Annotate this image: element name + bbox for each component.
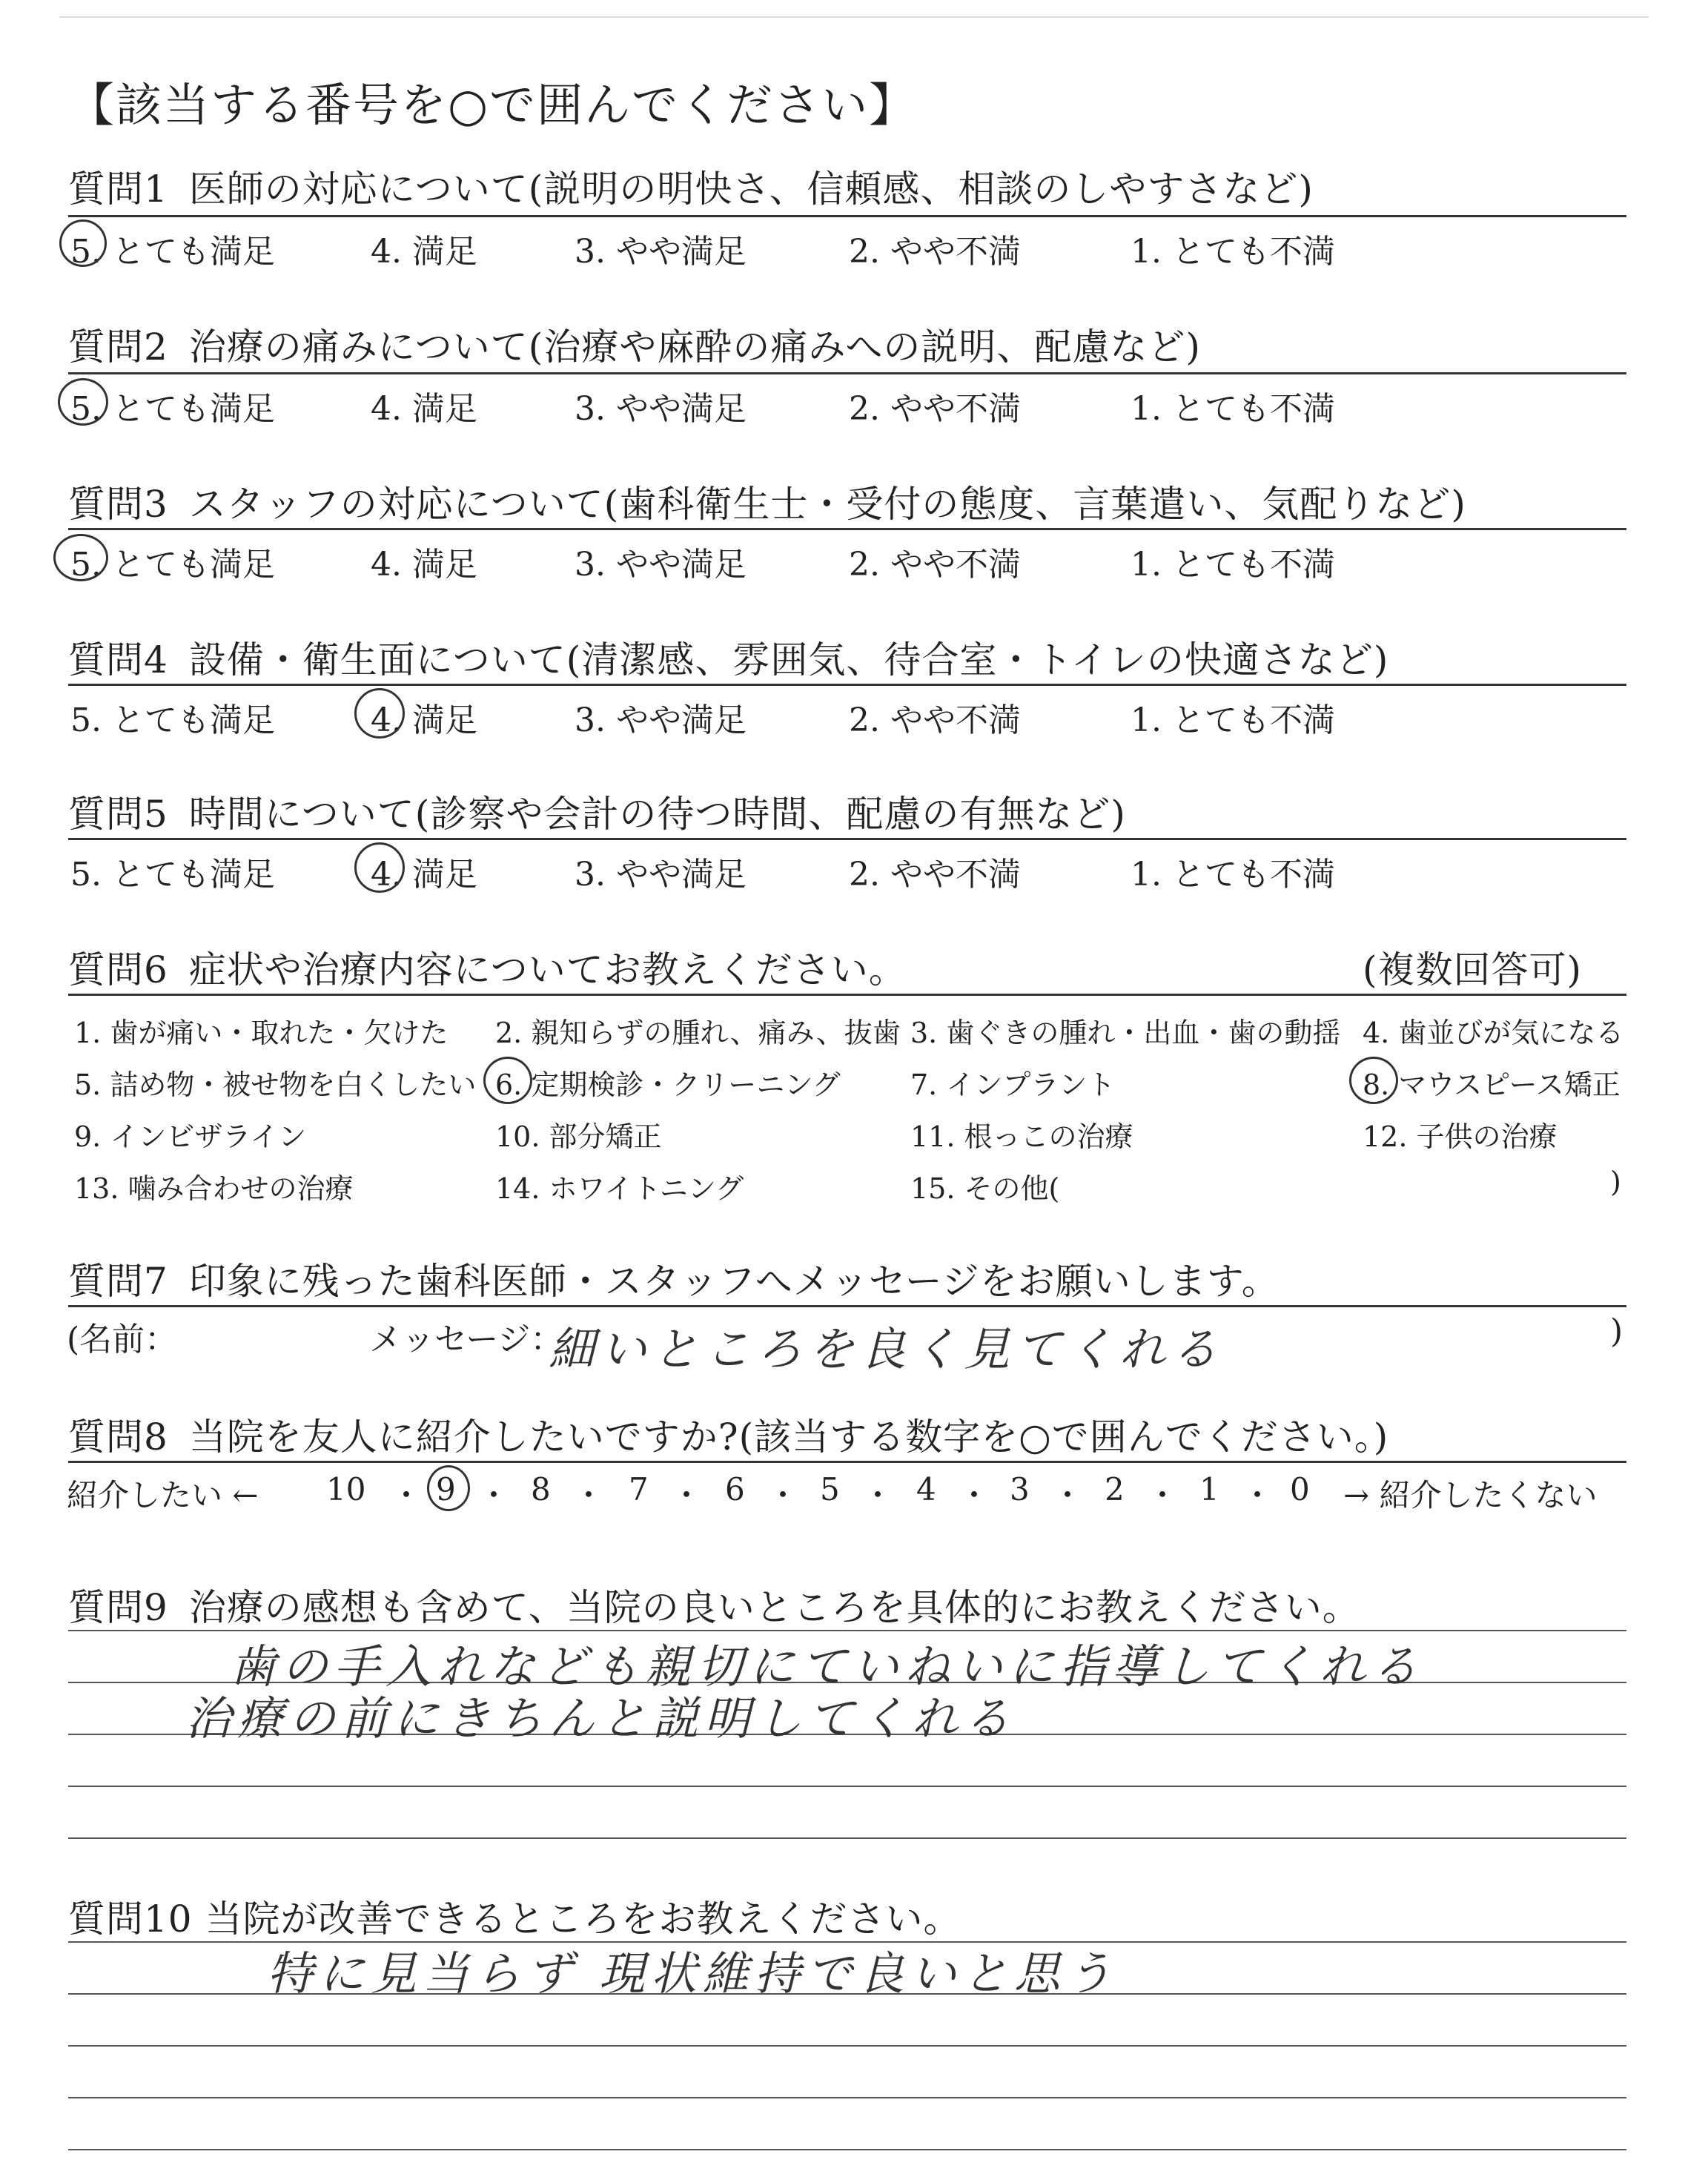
selection-circle-mark (354, 688, 405, 739)
q5-option-3[interactable]: 3. やや満足 (575, 856, 747, 894)
q5-option-1[interactable]: 1. とても不満 (1131, 856, 1335, 894)
q3-option-3[interactable]: 3. やや満足 (575, 546, 747, 584)
q2-option-2[interactable]: 2. やや不満 (849, 390, 1021, 428)
scale-3[interactable]: 3 (1010, 1471, 1030, 1507)
selection-circle-mark (483, 1057, 532, 1104)
q6-item-15[interactable]: 15. その他( (910, 1172, 1060, 1205)
question-number: 質問7 (68, 1260, 168, 1303)
q6-item-3[interactable]: 3. 歯ぐきの腫れ・出血・歯の動揺 (910, 1017, 1341, 1049)
answer-line (68, 1837, 1626, 1839)
question-number: 質問2 (68, 326, 168, 369)
scale-separator: ・ (478, 1477, 510, 1513)
question-text: 医師の対応について(説明の明快さ、信頼感、相談のしやすさなど) (188, 168, 1314, 211)
question-1 (68, 159, 1314, 213)
question-divider (68, 1461, 1626, 1463)
q6-item-4[interactable]: 4. 歯並びが気になる (1363, 1017, 1624, 1049)
q5-option-4[interactable]: 4. 満足 (371, 856, 477, 894)
answer-line (68, 2097, 1626, 2098)
handwritten-answer-line-2[interactable]: 治療の前にきちんと説明してくれる (185, 1691, 1016, 1745)
q6-item-6[interactable]: 6. 定期検診・クリーニング (495, 1069, 841, 1101)
question-number: 質問8 (68, 1416, 168, 1459)
q6-item-7[interactable]: 7. インプラント (910, 1069, 1116, 1101)
question-text: 設備・衛生面について(清潔感、雰囲気、待合室・トイレの快適さなど) (188, 638, 1389, 681)
q6-item-2[interactable]: 2. 親知らずの腫れ、痛み、抜歯 (495, 1017, 901, 1049)
handwritten-answer-line-1[interactable]: 特に見当らず 現状維持で良いと思う (267, 1946, 1118, 2001)
q4-option-3[interactable]: 3. やや満足 (575, 701, 747, 739)
q3-option-5[interactable]: 5. とても満足 (70, 546, 275, 584)
scale-separator: ・ (391, 1477, 423, 1513)
question-7 (68, 1252, 1280, 1305)
scale-10[interactable]: 10 (326, 1471, 366, 1507)
question-4 (68, 630, 1388, 684)
scale-separator: ・ (671, 1477, 703, 1513)
q3-option-2[interactable]: 2. やや不満 (849, 546, 1021, 584)
question-divider (68, 684, 1626, 686)
scale-5[interactable]: 5 (820, 1471, 840, 1507)
handwritten-answer-line-1[interactable]: 歯の手入れなども親切にていねいに指導してくれる (230, 1639, 1424, 1694)
scale-separator: ・ (1242, 1477, 1274, 1513)
selection-circle-mark (427, 1465, 470, 1511)
q1-option-5[interactable]: 5. とても満足 (70, 233, 275, 271)
scale-separator: ・ (767, 1477, 799, 1513)
q6-item-12[interactable]: 12. 子供の治療 (1363, 1120, 1558, 1153)
question-2 (68, 317, 1201, 371)
question-3 (68, 475, 1466, 528)
q4-option-1[interactable]: 1. とても不満 (1131, 701, 1335, 739)
recommend-left-label: 紹介したい ← (67, 1477, 259, 1513)
q6-item-9[interactable]: 9. インビザライン (74, 1120, 307, 1153)
name-label: (名前： (67, 1321, 178, 1358)
scale-4[interactable]: 4 (916, 1471, 936, 1507)
question-divider (68, 1305, 1626, 1307)
q5-option-5[interactable]: 5. とても満足 (70, 856, 275, 894)
question-9 (68, 1578, 1360, 1631)
scale-separator: ・ (862, 1477, 894, 1513)
answer-line (68, 2149, 1626, 2150)
scale-separator: ・ (1147, 1477, 1179, 1513)
scale-7[interactable]: 7 (629, 1471, 649, 1507)
scale-1[interactable]: 1 (1199, 1471, 1219, 1507)
question-text: 当院が改善できるところをお教えください。 (205, 1898, 961, 1941)
question-number: 質問4 (68, 638, 168, 681)
q1-option-3[interactable]: 3. やや満足 (575, 233, 747, 271)
q4-option-4[interactable]: 4. 満足 (371, 701, 477, 739)
question-divider (68, 372, 1626, 374)
question-text: 印象に残った歯科医師・スタッフへメッセージをお願いします。 (188, 1260, 1280, 1303)
question-number: 質問1 (68, 168, 168, 211)
question-6 (68, 940, 907, 994)
question-number: 質問6 (68, 948, 168, 991)
question-text: 時間について(診察や会計の待つ時間、配慮の有無など) (188, 793, 1126, 836)
q1-option-1[interactable]: 1. とても不満 (1131, 233, 1335, 271)
answer-line (68, 2045, 1626, 2047)
q4-option-5[interactable]: 5. とても満足 (70, 701, 275, 739)
handwritten-message[interactable]: 細いところを良く見てくれる (549, 1322, 1224, 1376)
question-divider (68, 528, 1626, 530)
question-8 (68, 1407, 1388, 1461)
question-number: 質問3 (68, 483, 168, 526)
question-divider (68, 994, 1626, 996)
q3-option-4[interactable]: 4. 満足 (371, 546, 477, 584)
q6-item-10[interactable]: 10. 部分矯正 (495, 1120, 662, 1153)
other-close-paren: ) (1610, 1166, 1621, 1198)
scale-separator: ・ (1052, 1477, 1084, 1513)
q5-option-2[interactable]: 2. やや不満 (849, 856, 1021, 894)
q6-item-1[interactable]: 1. 歯が痛い・取れた・欠けた (74, 1017, 448, 1049)
page-top-edge (59, 16, 1649, 18)
message-label: メッセージ： (369, 1321, 563, 1358)
question-5 (68, 785, 1126, 838)
scale-2[interactable]: 2 (1105, 1471, 1125, 1507)
question-divider (68, 215, 1626, 217)
q6-item-14[interactable]: 14. ホワイトニング (495, 1172, 744, 1205)
q1-option-4[interactable]: 4. 満足 (371, 233, 477, 271)
question-number: 質問9 (68, 1586, 168, 1629)
q6-item-11[interactable]: 11. 根っこの治療 (910, 1120, 1133, 1153)
question-number: 質問10 (68, 1898, 193, 1941)
q6-item-13[interactable]: 13. 噛み合わせの治療 (74, 1172, 354, 1205)
scale-6[interactable]: 6 (725, 1471, 745, 1507)
question-text: 当院を友人に紹介したいですか?(該当する数字を○で囲んでください。) (188, 1416, 1389, 1459)
recommend-right-label: → 紹介したくない (1343, 1477, 1598, 1513)
question-text: スタッフの対応について(歯科衛生士・受付の態度、言葉遣い、気配りなど) (188, 483, 1466, 526)
scale-9[interactable]: 9 (436, 1471, 456, 1507)
question-text: 治療の感想も含めて、当院の良いところを具体的にお教えください。 (188, 1586, 1360, 1629)
multiple-answer-note: (複数回答可) (1363, 948, 1583, 991)
q2-option-5[interactable]: 5. とても満足 (70, 390, 275, 428)
selection-circle-mark (354, 842, 405, 893)
q3-option-1[interactable]: 1. とても不満 (1131, 546, 1335, 584)
q2-option-3[interactable]: 3. やや満足 (575, 390, 747, 428)
selection-circle-mark (59, 219, 107, 267)
scale-separator: ・ (573, 1477, 605, 1513)
question-text: 症状や治療内容についてお教えください。 (188, 948, 907, 991)
message-close-paren: ) (1610, 1312, 1623, 1350)
answer-line (68, 1786, 1626, 1787)
question-text: 治療の痛みについて(治療や麻酔の痛みへの説明、配慮など) (188, 326, 1201, 369)
page-title: 【該当する番号を○で囲んでください】 (68, 78, 917, 132)
q4-option-2[interactable]: 2. やや不満 (849, 701, 1021, 739)
q6-item-5[interactable]: 5. 詰め物・被せ物を白くしたい (74, 1069, 477, 1101)
q2-option-4[interactable]: 4. 満足 (371, 390, 477, 428)
selection-circle-mark (53, 534, 108, 581)
scale-0[interactable]: 0 (1290, 1471, 1310, 1507)
scale-8[interactable]: 8 (531, 1471, 551, 1507)
question-number: 質問5 (68, 793, 168, 836)
selection-circle-mark (58, 378, 108, 426)
q1-option-2[interactable]: 2. やや不満 (849, 233, 1021, 271)
q6-item-8[interactable]: 8. マウスピース矯正 (1363, 1069, 1621, 1101)
question-divider (68, 838, 1626, 840)
question-10 (68, 1889, 961, 1943)
scale-separator: ・ (959, 1477, 990, 1513)
q2-option-1[interactable]: 1. とても不満 (1131, 390, 1335, 428)
selection-circle-mark (1349, 1057, 1398, 1104)
